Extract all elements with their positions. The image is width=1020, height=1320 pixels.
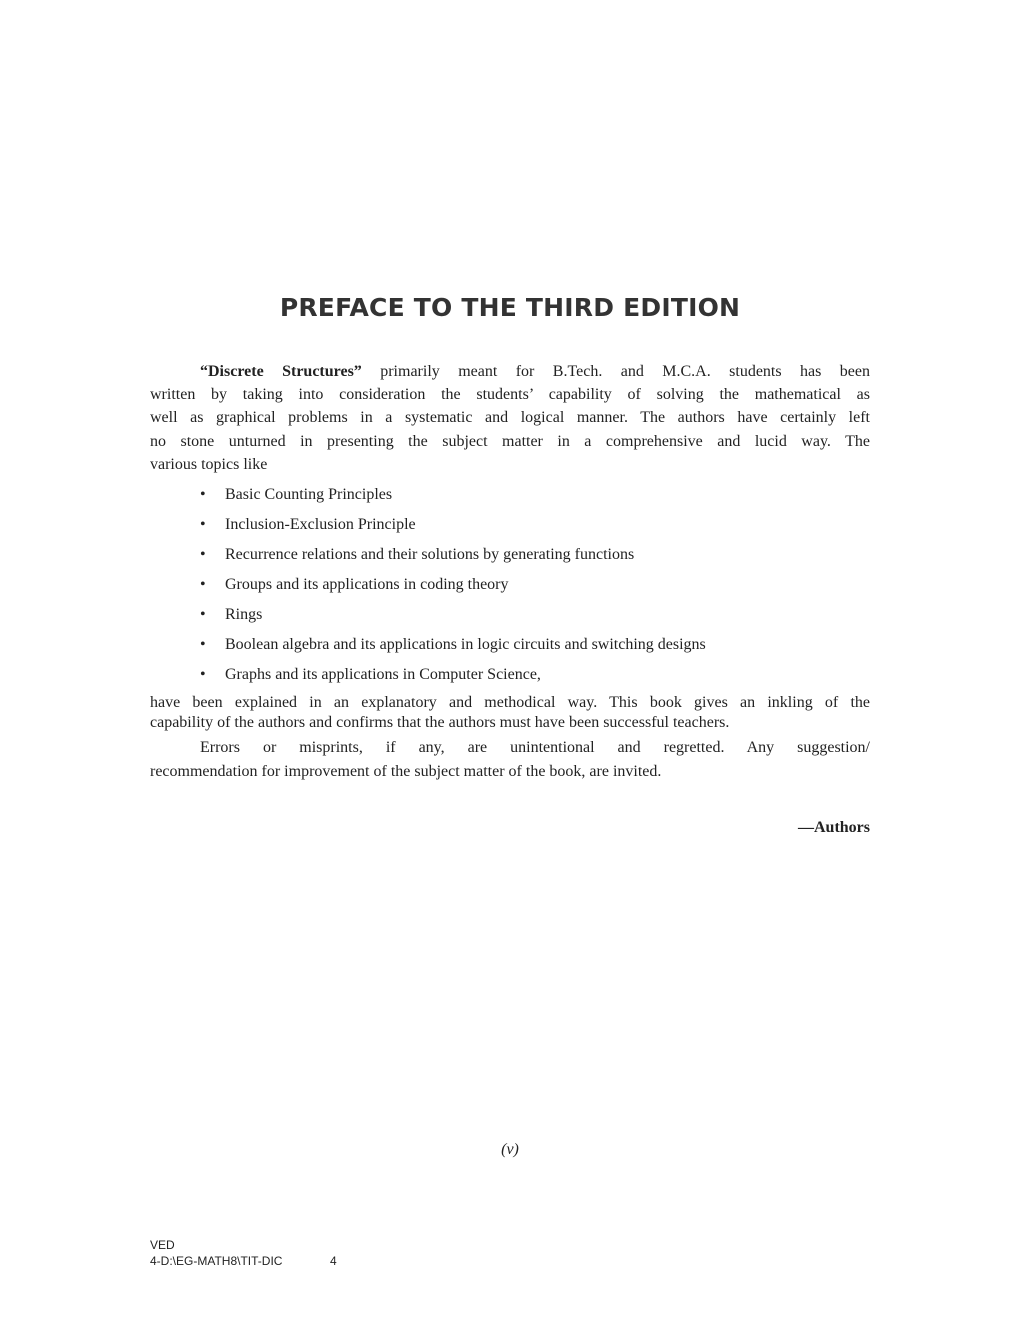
para1-line: various topics like (150, 456, 268, 473)
list-item-text: Recurrence relations and their solutions by generating functions (225, 546, 635, 563)
list-item (200, 665, 541, 685)
list-item-text: Boolean algebra and its applications in logic circuits and switching designs (225, 636, 706, 653)
footer-line1: VED (150, 1238, 175, 1252)
para3-line: Errors or misprints, if any, are unintentional and regretted. Any suggestion/ (200, 739, 870, 756)
para3-line: recommendation for improvement of the subject matter of the book, are invited. (150, 763, 662, 780)
signature: —Authors (797, 819, 870, 836)
bullet-icon: • (200, 546, 206, 563)
list-item-text: Groups and its applications in coding theory (225, 576, 509, 593)
para1-line: no stone unturned in presenting the subject matter in a comprehensive and lucid way. The (150, 433, 870, 450)
bullet-icon: • (200, 606, 206, 623)
page-number: (v) (501, 1141, 519, 1158)
list-item (200, 545, 634, 565)
bullet-icon: • (200, 516, 206, 533)
book-title: “Discrete Structures” (200, 363, 362, 380)
bullet-icon: • (200, 666, 206, 683)
footer-line2: 4-D:\EG-MATH8\TIT-DIC (150, 1254, 283, 1268)
list-item (200, 575, 509, 595)
bullet-icon: • (200, 636, 206, 653)
list-item (200, 485, 392, 505)
para1-line: written by taking into consideration the students’ capability of solving the mathematical as (150, 386, 870, 403)
para2-line: capability of the authors and confirms that the authors must have been successful teachers. (150, 714, 730, 731)
list-item-text: Rings (225, 606, 263, 623)
list-item (200, 635, 706, 655)
bullet-icon: • (200, 576, 206, 593)
para1-line: well as graphical problems in a systematic and logical manner. The authors have certainly left (150, 409, 870, 426)
bullet-icon: • (200, 486, 206, 503)
footer-number: 4 (330, 1254, 337, 1268)
para2-line: have been explained in an explanatory and methodical way. This book gives an inkling of the (150, 694, 870, 711)
list-item-text: Inclusion-Exclusion Principle (225, 516, 416, 533)
para1-line: “Discrete Structures” primarily meant for B.Tech. and M.C.A. students has been (200, 363, 870, 380)
list-item (200, 515, 416, 535)
list-item-text: Graphs and its applications in Computer Science, (225, 666, 541, 683)
list-item (200, 605, 262, 625)
page-title: PREFACE TO THE THIRD EDITION (279, 293, 741, 322)
list-item-text: Basic Counting Principles (225, 486, 393, 503)
